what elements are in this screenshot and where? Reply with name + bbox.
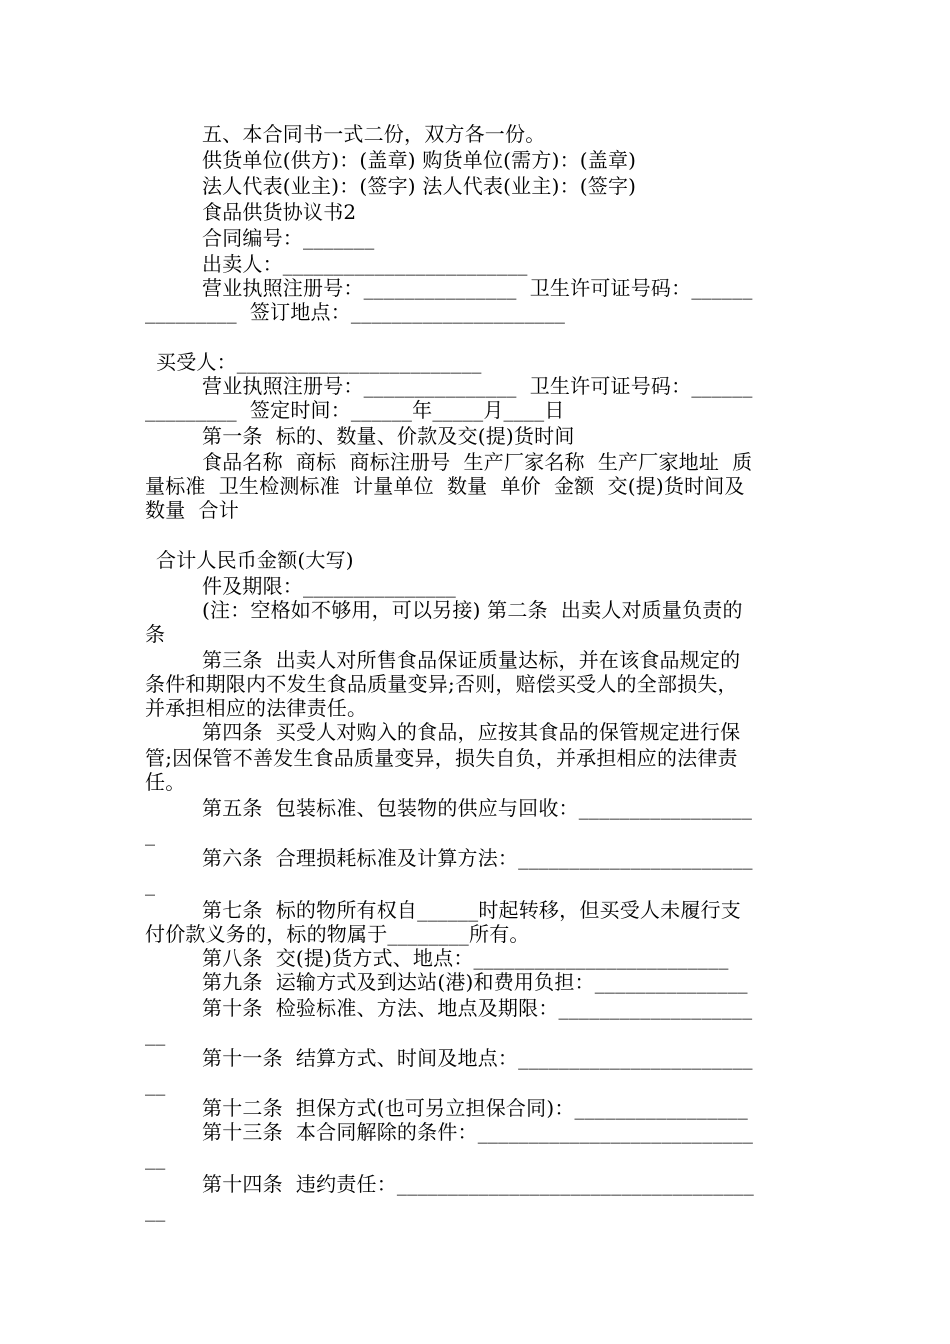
text-line: _________ 签定时间：______年_____月____日	[145, 398, 565, 422]
text-line: 供货单位(供方)：(盖章) 购货单位(需方)：(盖章)	[202, 148, 637, 172]
text-line: 第六条 合理损耗标准及计算方法：_______________________	[202, 846, 753, 870]
text-line: __	[145, 1022, 166, 1046]
text-line: _	[145, 822, 156, 846]
text-line: 条件和期限内不发生食品质量变异;否则，赔偿买受人的全部损失，	[145, 672, 738, 696]
text-line: 第五条 包装标准、包装物的供应与回收：_________________	[202, 796, 753, 820]
text-line: 付价款义务的，标的物属于________所有。	[145, 922, 530, 946]
text-line: 第十二条 担保方式(也可另立担保合同)：_________________	[202, 1096, 748, 1120]
text-line: __	[145, 1198, 166, 1222]
text-line: 法人代表(业主)：(签字) 法人代表(业主)：(签字)	[202, 174, 637, 198]
text-line: 出卖人：________________________	[202, 252, 528, 276]
text-line: 并承担相应的法律责任。	[145, 696, 368, 720]
text-line: 食品供货协议书2	[202, 200, 357, 224]
text-line: 数量 合计	[145, 498, 239, 522]
text-line: 合计人民币金额(大写)	[156, 548, 354, 572]
text-line: 第一条 标的、数量、价款及交(提)货时间	[202, 424, 575, 448]
text-line: 第十一条 结算方式、时间及地点：_______________________	[202, 1046, 753, 1070]
text-line: 第八条 交(提)货方式、地点：_________________________	[202, 946, 729, 970]
text-line: 第十三条 本合同解除的条件：___________________________	[202, 1120, 754, 1144]
text-line: 量标准 卫生检测标准 计量单位 数量 单价 金额 交(提)货时间及	[145, 474, 745, 498]
text-line: 第九条 运输方式及到达站(港)和费用负担：_______________	[202, 970, 748, 994]
text-line: 件及期限：_______________	[202, 574, 456, 598]
text-line: 五、本合同书一式二份，双方各一份。	[202, 122, 546, 146]
text-line: 条	[145, 622, 166, 646]
text-line: 营业执照注册号：_______________ 卫生许可证号码：______	[202, 276, 753, 300]
text-line: (注：空格如不够用，可以另接) 第二条 出卖人对质量负责的	[202, 598, 743, 622]
text-line: _________ 签订地点：_____________________	[145, 300, 566, 324]
text-line: __	[145, 1072, 166, 1096]
text-line: _	[145, 872, 156, 896]
text-line: 合同编号：_______	[202, 226, 375, 250]
text-line: __	[145, 1146, 166, 1170]
text-line: 任。	[145, 770, 186, 794]
text-line: 第三条 出卖人对所售食品保证质量达标，并在该食品规定的	[202, 648, 741, 672]
text-line: 营业执照注册号：_______________ 卫生许可证号码：______	[202, 374, 753, 398]
text-line: 第十条 检验标准、方法、地点及期限：___________________	[202, 996, 753, 1020]
text-line: 食品名称 商标 商标注册号 生产厂家名称 生产厂家地址 质	[202, 450, 753, 474]
text-line: 第七条 标的物所有权自______时起转移，但买受人未履行支	[202, 898, 741, 922]
text-line: 第四条 买受人对购入的食品，应按其食品的保管规定进行保	[202, 720, 741, 744]
text-line: 管;因保管不善发生食品质量变异，损失自负，并承担相应的法律责	[145, 746, 738, 770]
text-line: 买受人：________________________	[156, 350, 482, 374]
text-line: 第十四条 违约责任：___________________________________	[202, 1172, 754, 1196]
